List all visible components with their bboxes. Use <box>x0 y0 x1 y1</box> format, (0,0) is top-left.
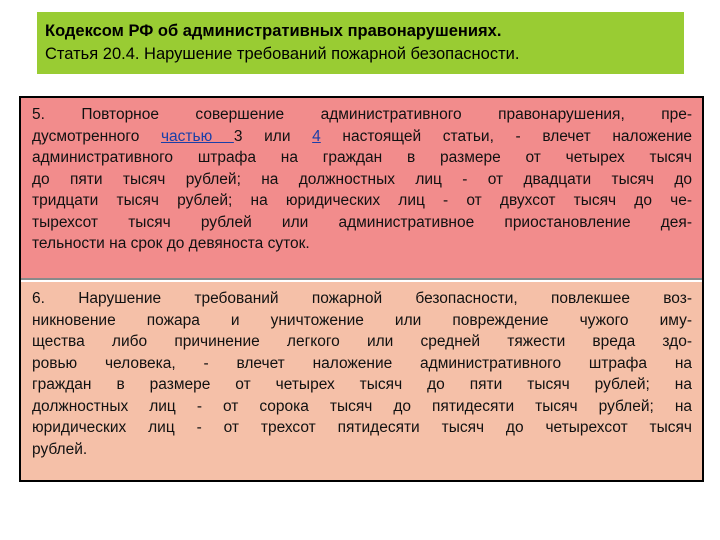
law-text-panel <box>19 96 704 482</box>
text-line: рублей. <box>32 440 88 458</box>
slide-header <box>37 12 684 74</box>
header-title: Кодексом РФ об административных правонарушениях. <box>45 22 502 40</box>
text-line: до пяти тысяч рублей; на должностных лиц - от двадцати тысяч до <box>32 170 692 188</box>
text-line: граждан в размере от четырех тысяч до пяти тысяч рублей; на <box>32 376 692 393</box>
text-fragment: настоящей статьи, - влечет наложение <box>320 127 692 145</box>
paragraph-part-6 <box>21 282 702 480</box>
link-part[interactable]: частью <box>160 127 234 145</box>
text-line: ровью человека, - влечет наложение административного штрафа на <box>32 354 692 372</box>
text-fragment: дусмотренного <box>32 127 161 145</box>
text-line: тырехсот тысяч рублей или административное приостановление дея- <box>32 213 692 231</box>
paragraph-part-5 <box>21 98 702 280</box>
text-line: тридцати тысяч рублей; на юридических лиц - от двухсот тысяч до че- <box>32 192 692 209</box>
link-part-4[interactable]: 4 <box>312 127 321 145</box>
text-line: тельности на срок до девяноста суток. <box>32 235 310 252</box>
text-line: юридических лиц - от трехсот пятидесяти тысяч до четырехсот тысяч <box>32 419 692 436</box>
text-fragment: 3 или <box>233 127 313 145</box>
text-line: 5. Повторное совершение административного правонарушения, пре- <box>32 106 692 123</box>
text-line: щества либо причинение легкого или средней тяжести вреда здо- <box>32 333 692 350</box>
text-line: никновение пожара и уничтожение или повреждение чужого иму- <box>32 311 692 329</box>
text-line: должностных лиц - от сорока тысяч до пятидесяти тысяч рублей; на <box>32 397 692 415</box>
text-line: административного штрафа на граждан в размере от четырех тысяч <box>32 149 692 166</box>
header-subtitle: Статья 20.4. Нарушение требований пожарной безопасности. <box>45 45 520 63</box>
text-line: 6. Нарушение требований пожарной безопасности, повлекшее воз- <box>32 290 692 307</box>
text-line <box>32 126 692 148</box>
